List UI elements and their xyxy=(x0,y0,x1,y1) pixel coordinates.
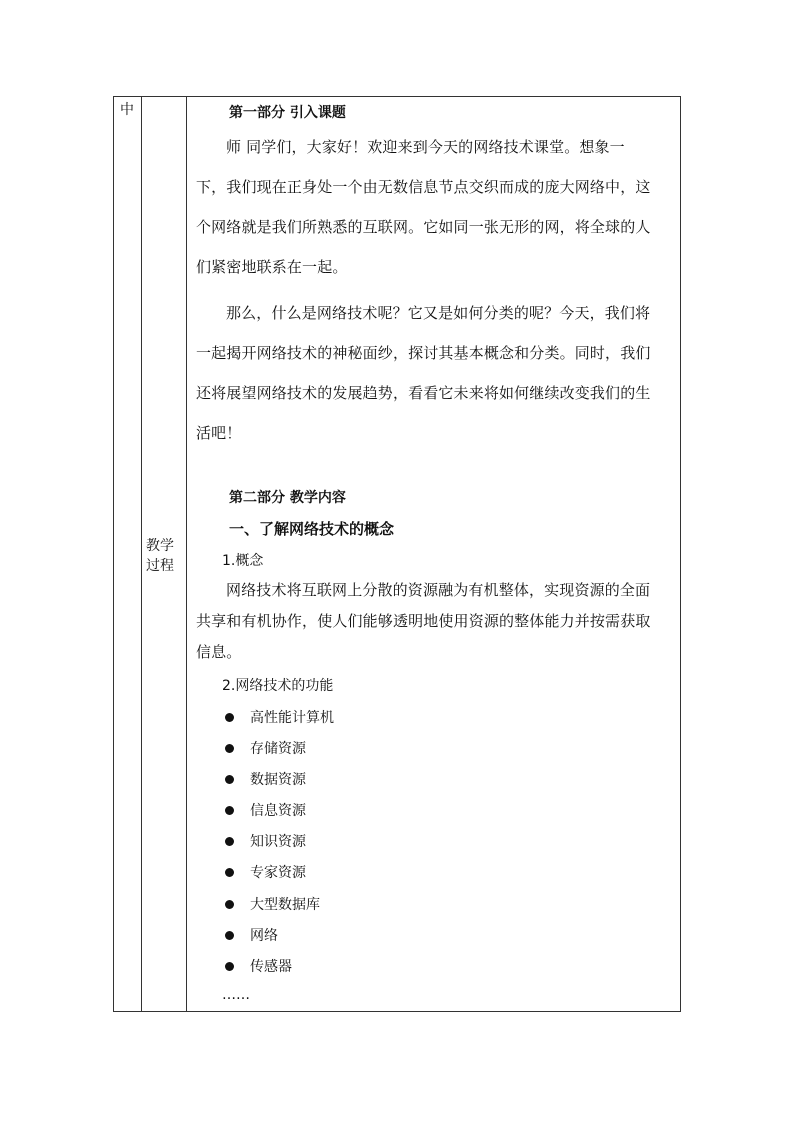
bullet-icon xyxy=(225,962,234,971)
bullet-icon xyxy=(225,713,234,722)
bullet-icon xyxy=(225,775,234,784)
paragraph-line: 一起揭开网络技术的神秘面纱，探讨其基本概念和分类。同时，我们 xyxy=(196,344,651,362)
sub1-title: 1.概念 xyxy=(222,553,264,569)
column1-label: 中 xyxy=(120,102,134,118)
bullet-icon xyxy=(225,837,234,846)
paragraph-line: 师 同学们，大家好！欢迎来到今天的网络技术课堂。想象一 xyxy=(226,138,625,156)
paragraph-line: 信息。 xyxy=(196,643,242,661)
part1-heading: 第一部分 引入课题 xyxy=(229,105,346,121)
paragraph-line: 那么，什么是网络技术呢？它又是如何分类的呢？今天，我们将 xyxy=(226,304,651,322)
part2-heading: 第二部分 教学内容 xyxy=(229,490,346,506)
part1-intro-paragraph xyxy=(196,127,651,287)
paragraph-line: 个网络就是我们所熟悉的互联网。它如同一张无形的网，将全球的人 xyxy=(196,218,651,236)
sub2-title: 2.网络技术的功能 xyxy=(222,678,334,694)
column-divider-2 xyxy=(186,97,187,1011)
paragraph-line: 下，我们现在正身处一个由无数信息节点交织而成的庞大网络中，这 xyxy=(196,178,651,196)
column-divider-1 xyxy=(141,97,142,1011)
paragraph-line: 们紧密地联系在一起。 xyxy=(196,258,348,276)
paragraph-line: 活吧！ xyxy=(196,424,242,442)
part1-question-paragraph xyxy=(196,293,651,453)
bullet-icon xyxy=(225,931,234,940)
paragraph-line: 还将展望网络技术的发展趋势，看看它未来将如何继续改变我们的生 xyxy=(196,384,651,402)
column2-label: 教学过程 xyxy=(146,538,174,574)
list-ellipsis: …… xyxy=(222,987,250,1003)
concept-paragraph xyxy=(196,575,651,668)
paragraph-line: 网络技术将互联网上分散的资源融为有机整体，实现资源的全面 xyxy=(226,581,651,599)
bullet-icon xyxy=(225,744,234,753)
lesson-table: 中 教学过程 第一部分 引入课题 师 同学们，大家好！欢迎来到今天的网络技术课堂。想象一 下，我们现在正身处一个由无数信息节点交织而成的庞大网络中，这 个网络就是我们所熟悉的互联网。它如同一张无形的网，将全球的人 们紧密地联系在一起。 那么，什么是网络技术呢？它又是如何分类的呢？今天，我们将 一起揭开网络技术的神秘面纱，探讨其基本概念和分类。同时，我们 还将展望网络技术的发展趋势，看看它未来将如何继续改变我们的生 活吧！ 第二部分 教学内容 一、了解网络技术的概念 1.概念 网络技术将互联网上分散的资源融为有机整体，实现资源的全面 共享和有机协作，使人们能够透明地使用资源的整体能力并按需获取 信息。 2.网络技术的功能 高性能计算机 存储资源 数据资源 信息资源 知识资源 专家资源 大型数据库 网络 传感器 …… xyxy=(113,96,681,1012)
bullet-icon xyxy=(225,868,234,877)
paragraph-line: 共享和有机协作，使人们能够透明地使用资源的整体能力并按需获取 xyxy=(196,612,651,630)
bullet-icon xyxy=(225,806,234,815)
section1-heading: 一、了解网络技术的概念 xyxy=(229,520,395,538)
bullet-icon xyxy=(225,900,234,909)
